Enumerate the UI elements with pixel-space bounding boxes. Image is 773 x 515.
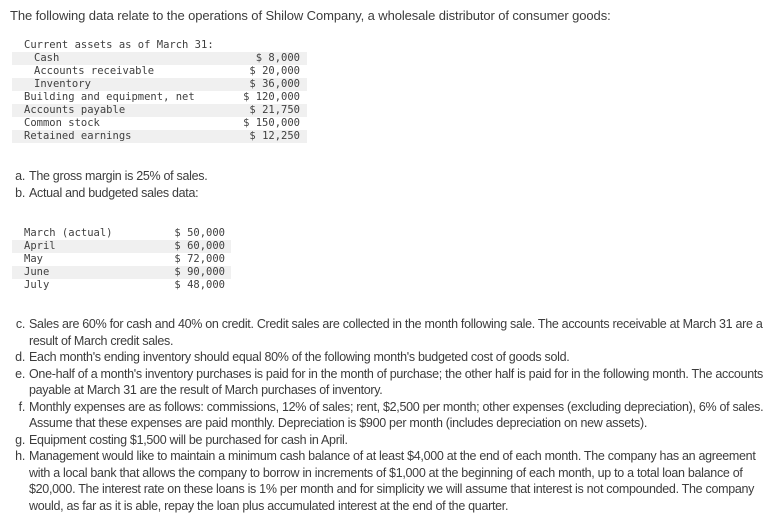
note-letter: e. (15, 366, 25, 381)
row-label: Inventory (34, 78, 91, 90)
row-label: Retained earnings (24, 130, 132, 142)
note-item-h (9, 448, 765, 514)
notes-a-b (9, 168, 765, 202)
row-label: July (24, 279, 50, 291)
note-letter: a. (15, 169, 25, 183)
table-row (12, 266, 231, 279)
current-assets-table (12, 39, 307, 143)
table-row (12, 279, 231, 292)
note-text: Sales are 60% for cash and 40% on credit. Credit sales are collected in the month following sale. The accounts receivable at March 31 are a result of March credit sales. (29, 317, 763, 348)
note-item-e (9, 366, 765, 399)
row-value: $ 72,000 (174, 253, 225, 265)
row-label: June (24, 266, 50, 278)
note-text: Equipment costing $1,500 will be purchased for cash in April. (29, 432, 348, 447)
row-label: Accounts receivable (34, 65, 155, 77)
row-label: April (24, 240, 56, 252)
note-item-g (9, 432, 765, 449)
table-row (12, 117, 307, 130)
note-text: Actual and budgeted sales data: (29, 186, 199, 200)
note-letter: g. (15, 432, 25, 447)
table-row (12, 130, 307, 143)
sales-data-table (12, 227, 231, 292)
intro-paragraph: The following data relate to the operations of Shilow Company, a wholesale distributor of consumer goods: (10, 8, 611, 23)
row-value: $ 48,000 (174, 279, 225, 291)
table-row (12, 52, 307, 65)
note-item-f (9, 399, 765, 432)
row-label: Common stock (24, 117, 100, 129)
row-value: $ 12,250 (249, 130, 300, 142)
row-value: $ 8,000 (255, 52, 300, 64)
table-row (12, 227, 231, 240)
note-item-d (9, 349, 765, 366)
table-title: Current assets as of March 31: (24, 39, 214, 51)
row-value: $ 120,000 (243, 91, 300, 103)
note-item-b (9, 185, 765, 202)
notes-c-h (9, 316, 765, 514)
note-letter: h. (15, 449, 25, 463)
row-value: $ 90,000 (174, 266, 225, 278)
note-text: Monthly expenses are as follows: commissions, 12% of sales; rent, $2,500 per month; other expenses (excluding depreciation), 6% of sales. Assume that these expenses are paid monthly. Depreciation is $900 per month (includes depreciation on new assets). (29, 399, 764, 430)
note-text: The gross margin is 25% of sales. (29, 169, 208, 183)
note-item-c (9, 316, 765, 349)
note-letter: d. (15, 350, 25, 364)
table-row (12, 91, 307, 104)
table-row (12, 65, 307, 78)
note-text: One-half of a month's inventory purchases is paid for in the month of purchase; the other half is paid for in the following month. The accounts payable at March 31 are the result of March purchases of inventory. (29, 366, 763, 397)
row-value: $ 50,000 (174, 227, 225, 239)
note-text: Management would like to maintain a minimum cash balance of at least $4,000 at the end of each month. The company has an agreement with a local bank that allows the company to borrow in increments of $1,000 at the beginning of each month, up to a total loan balance of $20,000. The interest rate on these loans is 1% per month and for simplicity we will assume that interest is not compounded. The company would, as far as it is able, repay the loan plus accumulated interest at the end of the quarter. (29, 449, 756, 513)
row-value: $ 20,000 (249, 65, 300, 77)
note-text: Each month's ending inventory should equal 80% of the following month's budgeted cost of goods sold. (29, 350, 570, 364)
row-value: $ 150,000 (243, 117, 300, 129)
problem-page (0, 7, 773, 515)
note-letter: c. (15, 317, 25, 331)
row-value: $ 21,750 (249, 104, 300, 116)
row-label: Building and equipment, net (24, 91, 195, 103)
row-label: May (24, 253, 43, 265)
note-letter: f. (18, 399, 25, 414)
note-letter: b. (15, 186, 25, 200)
table-header-row (12, 39, 307, 52)
row-label: Cash (34, 52, 60, 64)
row-label: March (actual) (24, 227, 113, 239)
table-row (12, 240, 231, 253)
table-row (12, 104, 307, 117)
table-row (12, 78, 307, 91)
row-value: $ 60,000 (174, 240, 225, 252)
row-value: $ 36,000 (249, 78, 300, 90)
row-label: Accounts payable (24, 104, 126, 116)
note-item-a (9, 168, 765, 185)
table-row (12, 253, 231, 266)
